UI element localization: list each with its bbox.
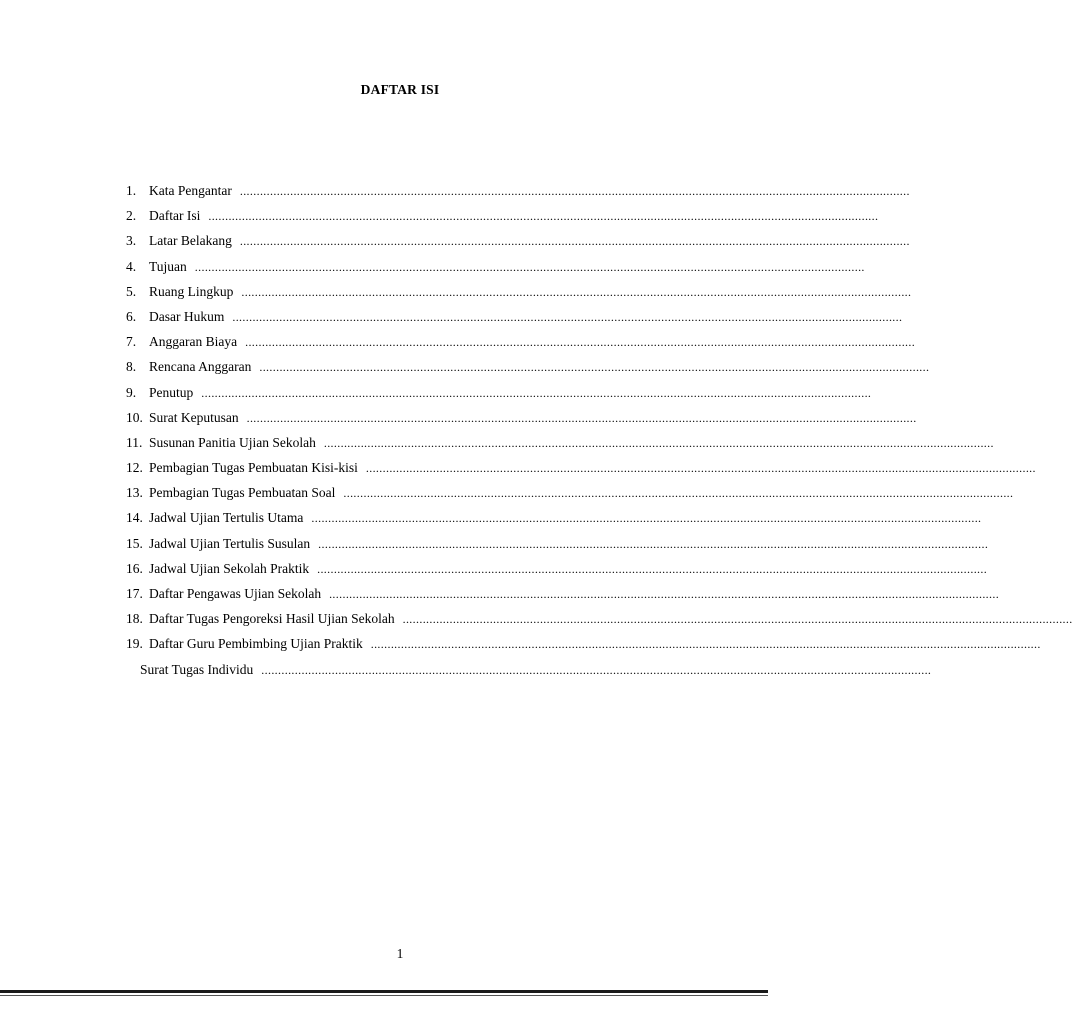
toc-leader-dots: ........................................................................................................................................................................................................ (259, 360, 930, 375)
toc-entry-number: 16. (126, 560, 143, 576)
toc-entry-number: 18. (126, 611, 143, 627)
toc-entry (126, 458, 1036, 483)
toc-entry-label: Anggaran Biaya (149, 334, 238, 350)
toc-entry-number: 7. (126, 334, 137, 350)
toc-entry (126, 559, 988, 584)
toc-entry-number: 1. (126, 183, 137, 198)
toc-entry-label: Rencana Anggaran (149, 359, 252, 375)
toc-leader-dots: ........................................................................................................................................................................................................ (365, 461, 1036, 476)
toc-entry (126, 383, 872, 408)
toc-entry (126, 231, 910, 256)
toc-entry-label: Kata Pengantar (149, 183, 232, 198)
toc-leader-dots: ........................................................................................................................................................................................................ (311, 511, 982, 526)
toc-entry (126, 408, 917, 433)
toc-leader-dots: ........................................................................................................................................................................................................ (370, 637, 1041, 652)
toc-entry (126, 181, 910, 206)
toc-entry-label: Penutup (149, 384, 194, 400)
toc-entry-label: Tujuan (149, 258, 187, 274)
toc-leader-dots: ........................................................................................................................................................................................................ (194, 259, 865, 274)
toc-entry (126, 609, 1073, 634)
toc-leader-dots: ........................................................................................................................................................................................................ (241, 284, 912, 299)
toc-entry-label: Daftar Isi (149, 208, 201, 224)
toc-leader-dots: ........................................................................................................................................................................................................ (318, 536, 989, 551)
toc-entry-label: Daftar Tugas Pengoreksi Hasil Ujian Sekolah (149, 611, 395, 627)
toc-entry-label: Surat Keputusan (149, 409, 239, 425)
toc-entry-number: 5. (126, 283, 137, 299)
toc-entry-number: 12. (126, 460, 143, 476)
toc-entry-label: Jadwal Ujian Tertulis Susulan (149, 535, 311, 551)
toc-entry (126, 282, 912, 307)
toc-entry (126, 433, 994, 458)
toc-entry (126, 660, 932, 685)
toc-entry-number: 14. (126, 510, 143, 526)
toc-leader-dots: ........................................................................................................................................................................................................ (239, 234, 910, 249)
toc-entry-number: 4. (126, 258, 137, 274)
toc-entry-label: Pembagian Tugas Pembuatan Kisi-kisi (149, 460, 358, 476)
toc-entry (126, 508, 982, 533)
toc-leader-dots: ........................................................................................................................................................................................................ (245, 335, 916, 350)
toc-entry-number: 13. (126, 485, 143, 501)
toc-entry-label: Pembagian Tugas Pembuatan Soal (149, 485, 336, 501)
toc-leader-dots: ........................................................................................................................................................................................................ (323, 435, 994, 450)
toc-entry-number: 11. (126, 434, 143, 450)
toc-entry (126, 483, 1014, 508)
toc-leader-dots: ........................................................................................................................................................................................................ (232, 309, 903, 324)
toc-entry (126, 257, 865, 282)
toc-entry-label: Ruang Lingkup (149, 283, 234, 299)
toc-entry-number: 17. (126, 586, 143, 601)
footer-rule-thin (0, 995, 768, 996)
toc-entry (126, 357, 930, 382)
toc-entry-label: Latar Belakang (149, 233, 232, 249)
toc-entry-number: 19. (126, 636, 143, 652)
toc-entry-number: 6. (126, 308, 137, 324)
toc-entry-number: 15. (126, 535, 143, 551)
toc-entry (126, 634, 1041, 659)
toc-entry-number: 10. (126, 409, 143, 425)
toc-entry (126, 584, 1000, 609)
toc-entry-number: 9. (126, 384, 137, 400)
toc-entry (126, 206, 879, 231)
toc-entry (126, 332, 916, 357)
toc-entry-label: Dasar Hukum (149, 308, 225, 324)
toc-leader-dots: ........................................................................................................................................................................................................ (201, 385, 872, 400)
toc-entry-label: Surat Tugas Individu (140, 661, 254, 677)
page-number: 1 (396, 946, 404, 961)
toc-entry-number: 8. (126, 359, 137, 375)
toc-entry-label: Jadwal Ujian Sekolah Praktik (149, 560, 310, 576)
page-title: DAFTAR ISI (360, 82, 440, 97)
toc-leader-dots: ........................................................................................................................................................................................................ (317, 561, 988, 576)
toc-entry (126, 534, 989, 559)
footer-rule (0, 990, 768, 993)
toc-entry-number: 2. (126, 208, 137, 224)
toc-leader-dots: ........................................................................................................................................................................................................ (329, 587, 1000, 601)
toc-entry (126, 307, 903, 332)
toc-leader-dots: ........................................................................................................................................................................................................ (402, 612, 1073, 627)
toc-leader-dots: ........................................................................................................................................................................................................ (246, 410, 917, 425)
toc-entry-label: Daftar Pengawas Ujian Sekolah (149, 586, 322, 601)
toc-leader-dots: ........................................................................................................................................................................................................ (261, 662, 932, 677)
table-of-contents (126, 181, 1073, 685)
toc-entry-label: Susunan Panitia Ujian Sekolah (149, 434, 316, 450)
toc-leader-dots: ........................................................................................................................................................................................................ (343, 486, 1014, 501)
toc-entry-label: Daftar Guru Pembimbing Ujian Praktik (149, 636, 363, 652)
toc-leader-dots: ........................................................................................................................................................................................................ (239, 184, 910, 198)
toc-leader-dots: ........................................................................................................................................................................................................ (208, 209, 879, 224)
toc-entry-number: 3. (126, 233, 137, 249)
toc-entry-label: Jadwal Ujian Tertulis Utama (149, 510, 304, 526)
